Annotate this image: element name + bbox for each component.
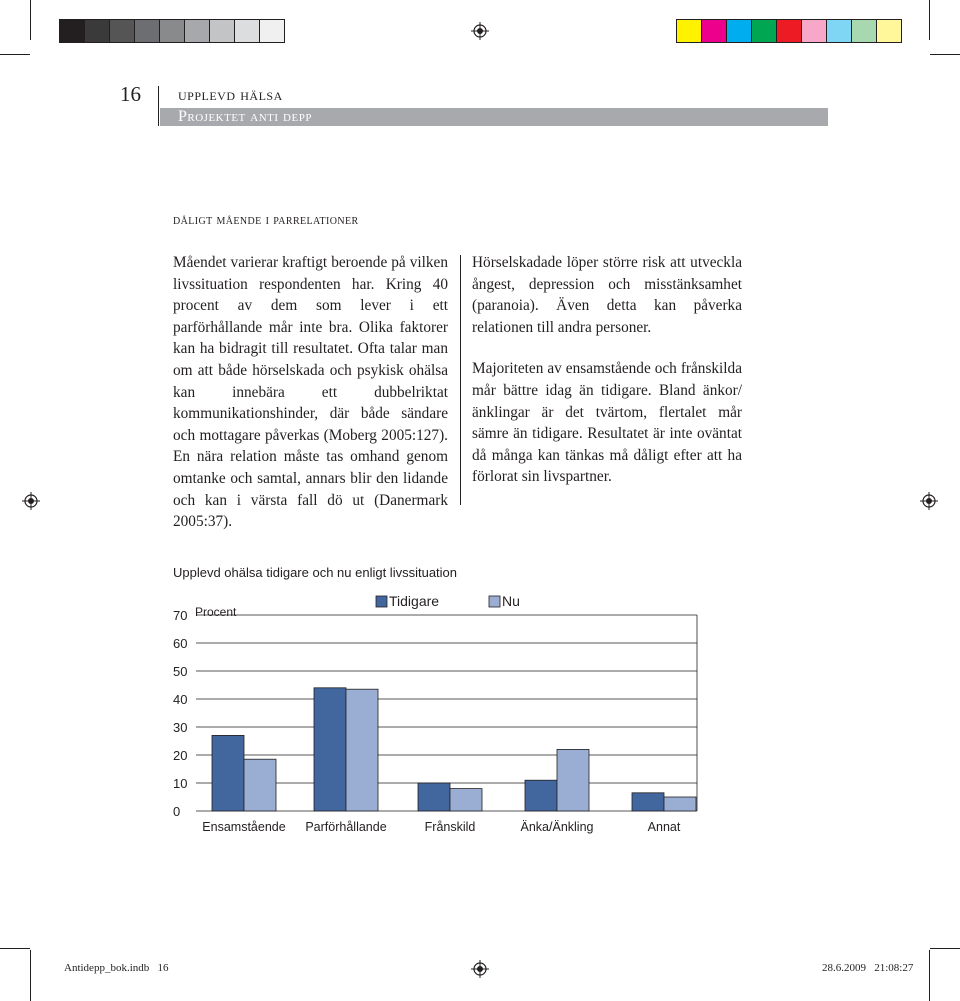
section-title: upplevd hälsa xyxy=(178,85,283,104)
bar-nu xyxy=(450,789,482,811)
y-tick-label: 20 xyxy=(173,748,188,763)
page-number: 16 xyxy=(120,82,141,106)
x-tick-label: Annat xyxy=(647,820,681,834)
bar-nu xyxy=(346,689,378,811)
bar-tidigare xyxy=(212,735,244,811)
y-tick-label: 0 xyxy=(173,804,181,819)
y-axis-label: Procent xyxy=(195,605,237,619)
bar-tidigare xyxy=(632,793,664,811)
bar-tidigare xyxy=(314,688,346,811)
body-paragraph: Hörselskadade löper större risk att utveckla ångest, depression och misstänksamhet (paranoia). Även detta kan påverka relationen till andra personer. xyxy=(472,254,742,336)
y-tick-label: 50 xyxy=(173,664,188,679)
bar-nu xyxy=(244,759,276,811)
body-paragraph: Majoriteten av ensamstående och frånskilda mår bättre idag än tidigare. Bland änkor/änklingar är det tvärtom, flertalet mår sämre än tidigare. Resultatet är inte oväntat då många kan tänkas må dåligt efter att ha förlorat sin livspartner. xyxy=(472,360,742,486)
x-tick-label: Frånskild xyxy=(424,820,476,834)
x-tick-label: Ensamstående xyxy=(202,820,286,834)
body-paragraph: Måendet varierar kraftigt beroende på vilken livssituation respondenten har. Kring 40 procent av dem som lever i ett parförhållande mår inte bra. Olika faktorer kan ha bidragit till resultatet. Ofta talar man om att både hörselskada och psykisk ohälsa kan innebära ett dubbelriktat kommunikationshinder, där både sändare och mottagare påverkas (Moberg 2005:127). En nära relation måste tas omhand genom omtanke och samtal, annars blir den lidande och kan i värsta fall dö ut (Danermark 2005:37). xyxy=(173,254,448,531)
legend-swatch xyxy=(489,596,500,607)
bar-tidigare xyxy=(418,783,450,811)
project-title: Projektet anti depp xyxy=(178,108,312,125)
legend-label: Tidigare xyxy=(389,593,440,609)
y-tick-label: 30 xyxy=(173,720,188,735)
x-tick-label: Parförhållande xyxy=(305,820,387,834)
legend-swatch xyxy=(376,596,387,607)
legend-label: Nu xyxy=(502,593,520,609)
article-heading: dåligt mående i parrelationer xyxy=(173,213,359,228)
print-timestamp: 28.6.2009 21:08:27 xyxy=(822,962,914,974)
y-tick-label: 60 xyxy=(173,636,188,651)
y-tick-label: 70 xyxy=(173,608,188,623)
bar-nu xyxy=(664,797,696,811)
x-tick-label: Änka/Änkling xyxy=(520,820,594,834)
y-tick-label: 40 xyxy=(173,692,188,707)
bar-nu xyxy=(557,749,589,811)
file-slug: Antidepp_bok.indb 16 xyxy=(64,962,169,974)
bar-tidigare xyxy=(525,780,557,811)
chart-title: Upplevd ohälsa tidigare och nu enligt livssituation xyxy=(173,565,458,580)
y-tick-label: 10 xyxy=(173,776,188,791)
